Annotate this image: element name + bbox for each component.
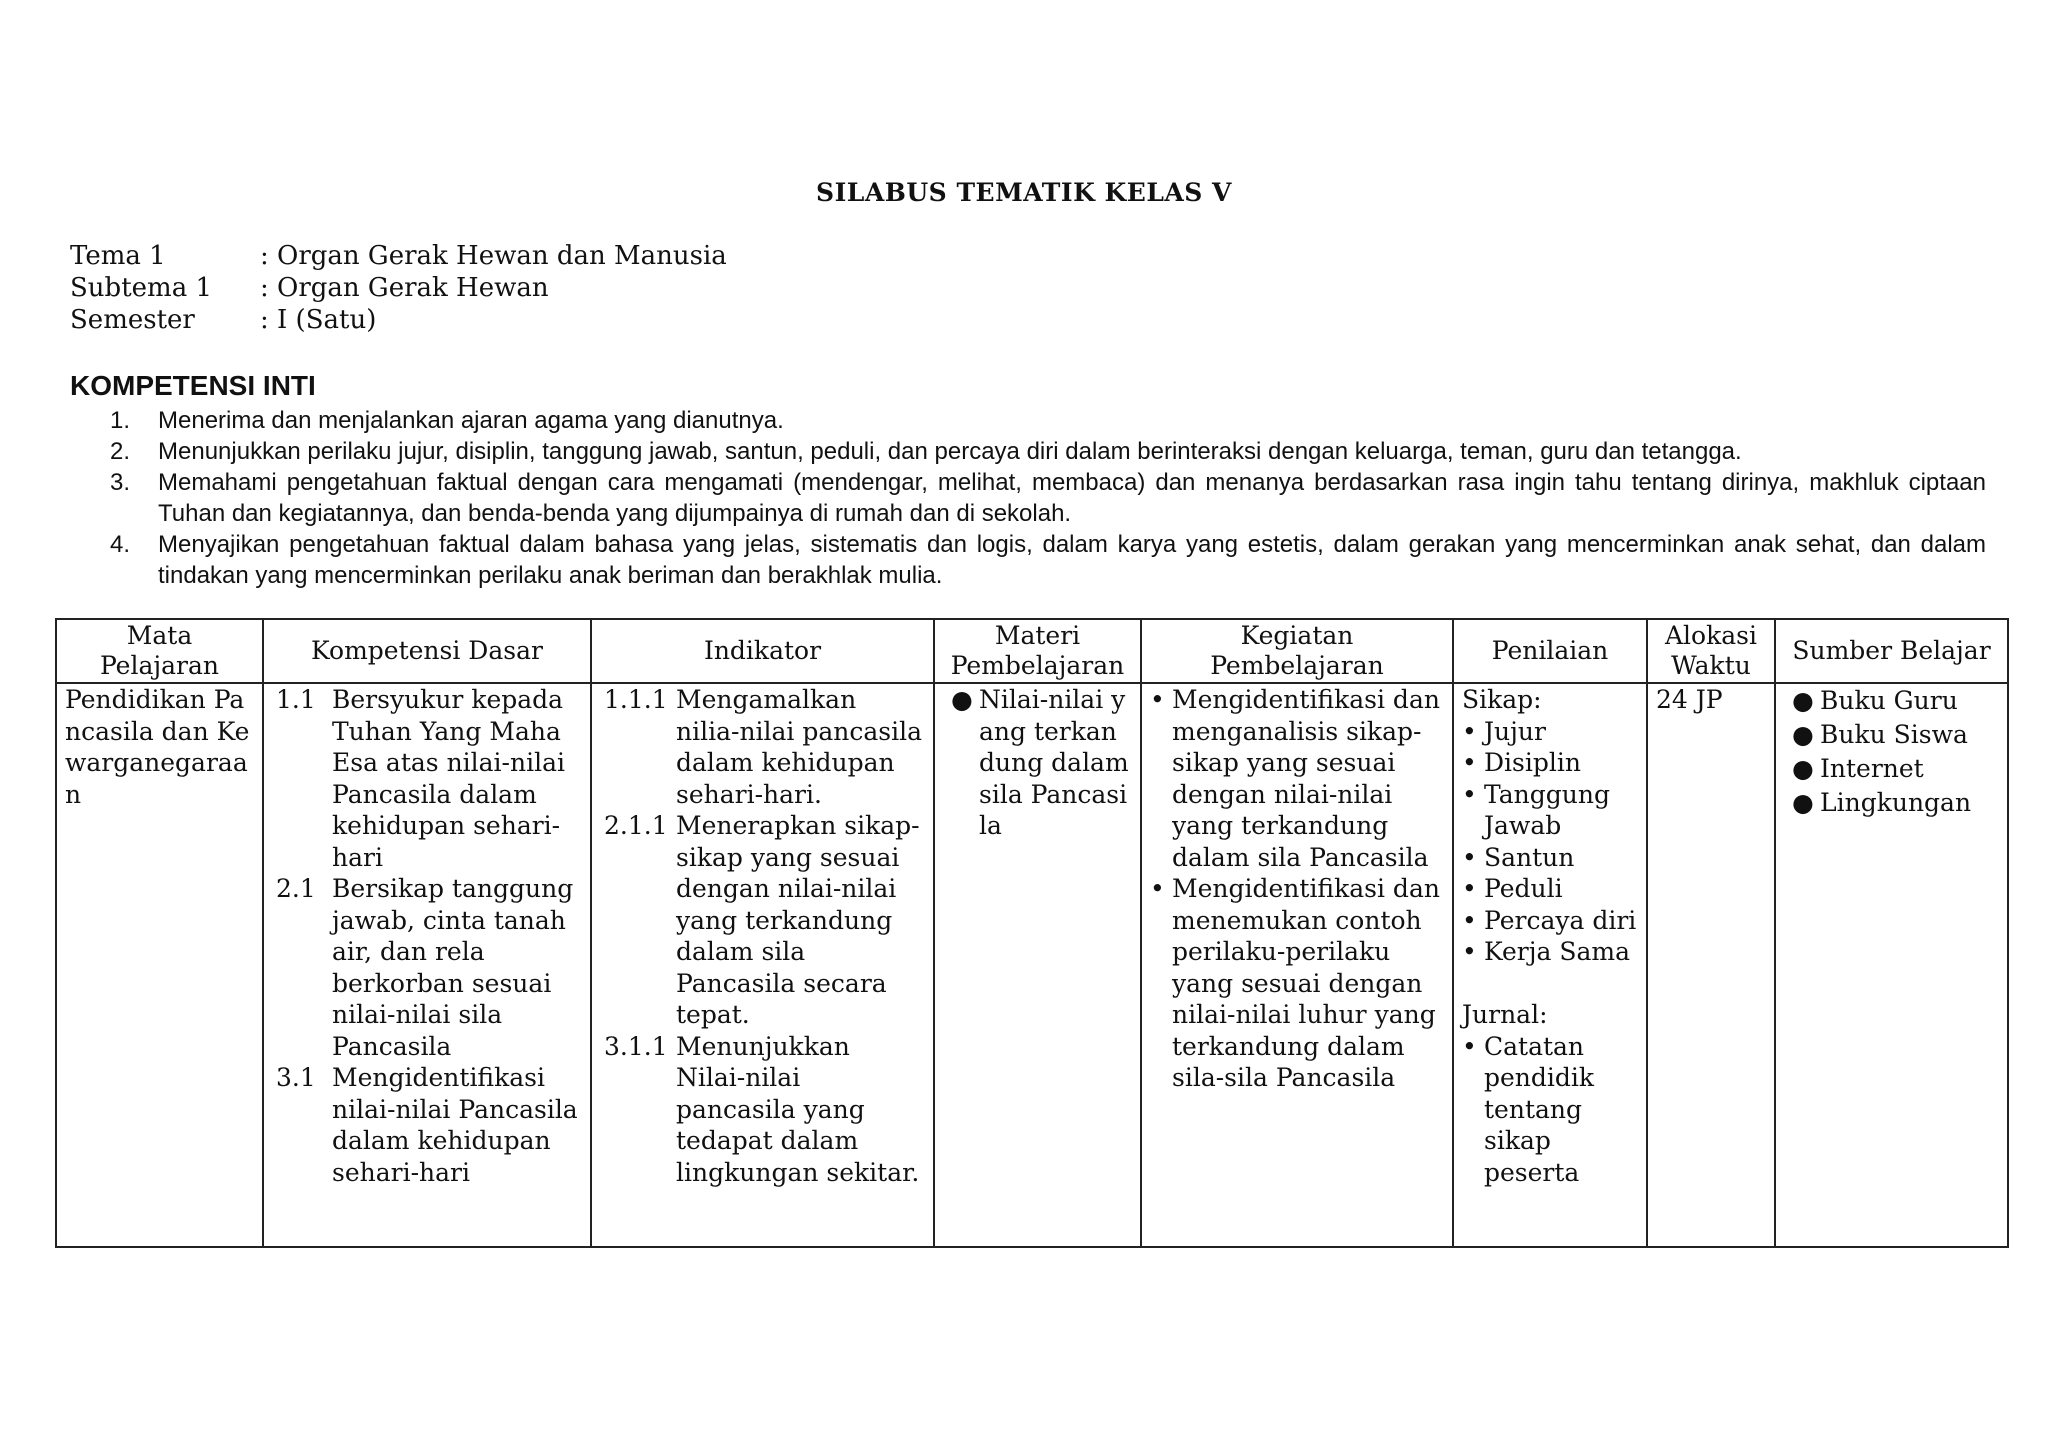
kompetensi-inti-list [110,405,1986,591]
item-text: Nilai-nilai yang terkandung dalam sila Pancasila [979,685,1129,840]
meta-label: Semester [70,305,195,335]
item-number: 1. [110,407,131,434]
kompetensi-inti-heading: KOMPETENSI INTI [70,370,316,401]
document-meta [70,240,727,336]
bullet-icon: • [1462,842,1477,872]
bullet-icon: ● [1792,754,1814,783]
cell-mata-pelajaran [56,683,263,1247]
list-item [1462,716,1638,748]
jurnal-label: Jurnal: [1462,1000,1548,1029]
bullet-icon: • [1462,1031,1477,1061]
header-kegiatan: Kegiatan Pembelajaran [1141,619,1453,683]
item-text: Tanggung Jawab [1484,779,1610,840]
item-text: Mengidentifikasi dan menemukan contoh perilaku-perilaku yang sesuai dengan nilai-nilai luhur yang terkandung dalam sila-sila Pancasila [1172,874,1440,1092]
document-title: SILABUS TEMATIK KELAS V [816,178,1232,207]
item-number: 2.1.1 [604,811,668,840]
meta-subtema [70,272,727,304]
bullet-icon: • [1462,716,1477,746]
item-number: 3.1 [276,1063,316,1092]
item-text: Buku Guru [1820,686,1958,715]
item-text: Disiplin [1484,748,1581,777]
bullet-icon: ● [951,685,973,714]
bullet-icon: • [1150,874,1165,903]
bullet-icon: ● [1792,720,1814,749]
list-item [110,405,1986,436]
list-item [1462,747,1638,779]
item-text: Menunjukkan perilaku jujur, disiplin, tanggung jawab, santun, peduli, dan percaya diri dalam berinteraksi dengan keluarga, teman, guru dan tetangga. [158,438,1742,465]
list-item [604,684,925,810]
bullet-icon: • [1462,748,1477,777]
header-alokasi-waktu: Alokasi Waktu [1647,619,1775,683]
cell-alokasi-waktu [1647,683,1775,1247]
bullet-icon: • [1462,874,1477,903]
meta-tema [70,240,727,272]
list-item [1784,718,1999,752]
item-number: 1.1.1 [604,685,668,714]
meta-semester [70,304,727,336]
list-item [110,436,1986,467]
meta-value: : Organ Gerak Hewan [260,273,549,303]
item-number: 2. [110,438,131,465]
item-number: 3. [110,469,131,496]
jurnal-list [1462,1031,1638,1189]
list-item [943,684,1132,842]
item-number: 4. [110,531,131,558]
meta-value: : Organ Gerak Hewan dan Manusia [260,241,727,271]
item-text: Jujur [1484,716,1546,746]
item-text: Santun [1484,842,1575,872]
header-mata-pelajaran: Mata Pelajaran [56,619,263,683]
list-item [110,529,1986,591]
item-text: Mengidentifikasi nilai-nilai Pancasila dalam kehidupan sehari-hari [332,1063,578,1187]
header-sumber-belajar: Sumber Belajar [1775,619,2008,683]
table-row [56,683,2008,1247]
list-item [1462,842,1638,874]
sikap-list [1462,716,1638,968]
list-item [604,1031,925,1189]
meta-label: Subtema 1 [70,273,212,303]
cell-kompetensi-dasar [263,683,591,1247]
bullet-icon: • [1462,905,1477,935]
item-text: Percaya diri [1484,905,1637,935]
item-text: Mengidentifikasi dan menganalisis sikap-sikap yang sesuai dengan nilai-nilai yang terkandung dalam sila Pancasila [1172,685,1440,872]
bullet-icon: ● [1792,788,1814,817]
list-item [1784,786,1999,820]
cell-kegiatan [1141,683,1453,1247]
item-text: Peduli [1484,874,1563,903]
list-item [1150,873,1444,1094]
list-item [1462,1031,1638,1189]
list-item [110,467,1986,529]
item-text: Menerima dan menjalankan ajaran agama yang dianutnya. [158,407,784,434]
item-number: 3.1.1 [604,1031,668,1061]
meta-label: Tema 1 [70,241,166,271]
bullet-icon: ● [1792,686,1814,715]
cell-materi [934,683,1141,1247]
bullet-icon: • [1150,685,1165,714]
bullet-icon: • [1462,779,1477,809]
header-kompetensi-dasar: Kompetensi Dasar [263,619,591,683]
header-penilaian: Penilaian [1453,619,1647,683]
mapel-text: Pendidikan Pancasila dan Kewarganegaraan [65,685,250,809]
silabus-table [55,618,2009,1248]
list-item [276,684,582,873]
item-number: 1.1 [276,685,316,714]
item-text: Buku Siswa [1820,720,1968,749]
item-text: Lingkungan [1820,788,1972,817]
header-indikator: Indikator [591,619,934,683]
item-text: Mengamalkan nilia-nilai pancasila dalam kehidupan sehari-hari. [676,685,923,809]
materi-list [943,684,1132,842]
item-text: Bersikap tanggung jawab, cinta tanah air, dan rela berkorban sesuai nilai-nilai sila Pancasila [332,874,574,1061]
list-item [276,1062,582,1188]
item-text: Menyajikan pengetahuan faktual dalam bahasa yang jelas, sistematis dan logis, dalam karya yang estetis, dalam gerakan yang mencerminkan anak sehat, dan dalam tindakan yang mencerminkan perilaku anak beriman dan berakhlak mulia. [158,531,1986,589]
list-item [1150,684,1444,873]
alokasi-text: 24 JP [1656,685,1723,714]
sikap-label: Sikap: [1462,685,1542,714]
item-text: Bersyukur kepada Tuhan Yang Maha Esa atas nilai-nilai Pancasila dalam kehidupan sehari-hari [332,685,565,872]
list-item [604,810,925,1031]
item-text: Kerja Sama [1484,937,1630,966]
list-item [1462,779,1638,842]
list-item [1462,936,1638,968]
cell-sumber-belajar [1775,683,2008,1247]
bullet-icon: • [1462,937,1477,966]
list-item [1462,873,1638,905]
cell-penilaian [1453,683,1647,1247]
header-materi: Materi Pembelajaran [934,619,1141,683]
table-header-row [56,619,2008,683]
item-text: Catatan pendidik tentang sikap peserta [1484,1031,1595,1187]
sumber-list [1784,684,1999,820]
cell-indikator [591,683,934,1247]
meta-value: : I (Satu) [260,305,377,335]
item-number: 2.1 [276,874,316,903]
item-text: Memahami pengetahuan faktual dengan cara mengamati (mendengar, melihat, membaca) dan menanya berdasarkan rasa ingin tahu tentang dirinya, makhluk ciptaan Tuhan dan kegiatannya, dan benda-benda yang dijumpainya di rumah dan di sekolah. [158,469,1986,527]
item-text: Menunjukkan Nilai-nilai pancasila yang tedapat dalam lingkungan sekitar. [676,1031,920,1187]
item-text: Menerapkan sikap-sikap yang sesuai dengan nilai-nilai yang terkandung dalam sila Pancasila secara tepat. [676,811,920,1029]
list-item [1462,905,1638,937]
kegiatan-list [1150,684,1444,1094]
list-item [1784,684,1999,718]
item-text: Internet [1820,754,1924,783]
list-item [276,873,582,1062]
list-item [1784,752,1999,786]
